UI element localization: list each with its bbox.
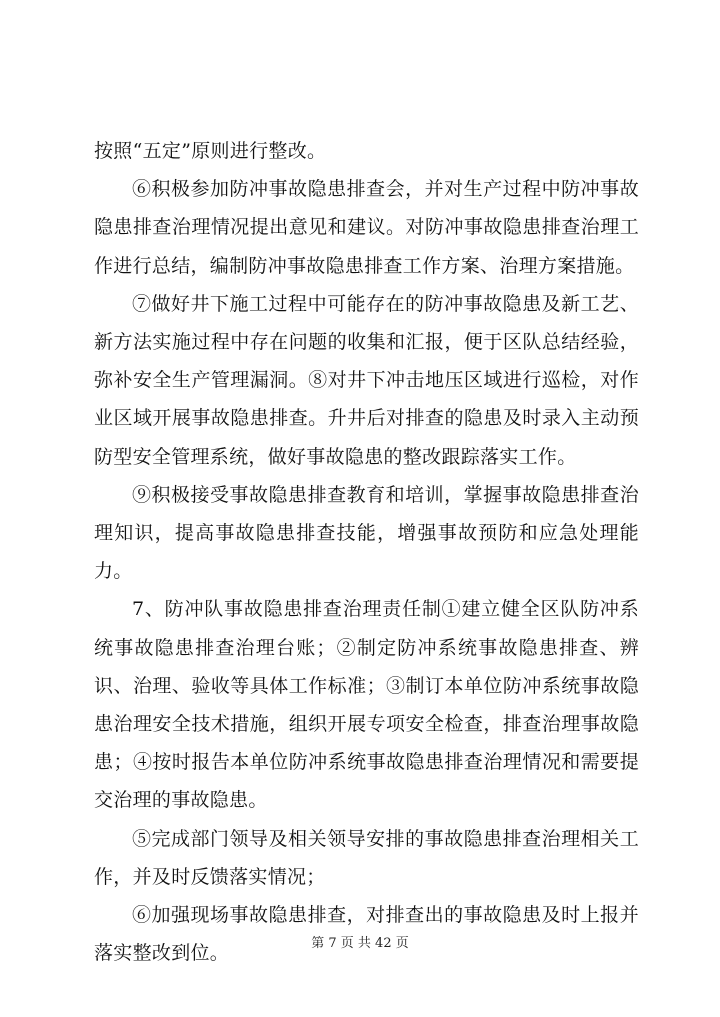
paragraph-item-6-final: ⑥加强现场事故隐患排查，对排查出的事故隐患及时上报并落实整改到位。: [94, 904, 639, 965]
paragraph-item-6: ⑥积极参加防冲事故隐患排查会，并对生产过程中防冲事故隐患排查治理情况提出意见和建议。对防冲事故隐患排查治理工作进行总结，编制防冲事故隐患排查工作方案、治理方案措施。: [94, 178, 639, 277]
paragraph-section-7: 7、防冲队事故隐患排查治理责任制①建立健全区队防冲系统事故隐患排查治理台账；②制定防冲系统事故隐患排查、辨识、治理、验收等具体工作标准；③制订本单位防冲系统事故隐患治理安全技术措施，组织开展专项安全检查，排查治理事故隐患；④按时报告本单位防冲系统事故隐患排查治理情况和需要提交治理的事故隐患。: [94, 598, 639, 812]
paragraph-item-5: ⑤完成部门领导及相关领导安排的事故隐患排查治理相关工作，并及时反馈落实情况；: [94, 827, 639, 888]
page-footer: 第 7 页 共 42 页: [311, 936, 409, 951]
document-body: [94, 132, 639, 972]
paragraph-item-9: ⑨积极接受事故隐患排查教育和培训，掌握事故隐患排查治理知识，提高事故隐患排查技能，增强事故预防和应急处理能力。: [94, 483, 639, 583]
paragraph-item-7-8: ⑦做好井下施工过程中可能存在的防冲事故隐患及新工艺、新方法实施过程中存在问题的收集和汇报，便于区队总结经验，弥补安全生产管理漏洞。⑧对井下冲击地压区域进行巡检，对作业区域开展事故隐患排查。升井后对排查的隐患及时录入主动预防型安全管理系统，做好事故隐患的整改跟踪落实工作。: [94, 292, 639, 468]
paragraph-continuation: 按照“五定”原则进行整改。: [94, 140, 327, 162]
